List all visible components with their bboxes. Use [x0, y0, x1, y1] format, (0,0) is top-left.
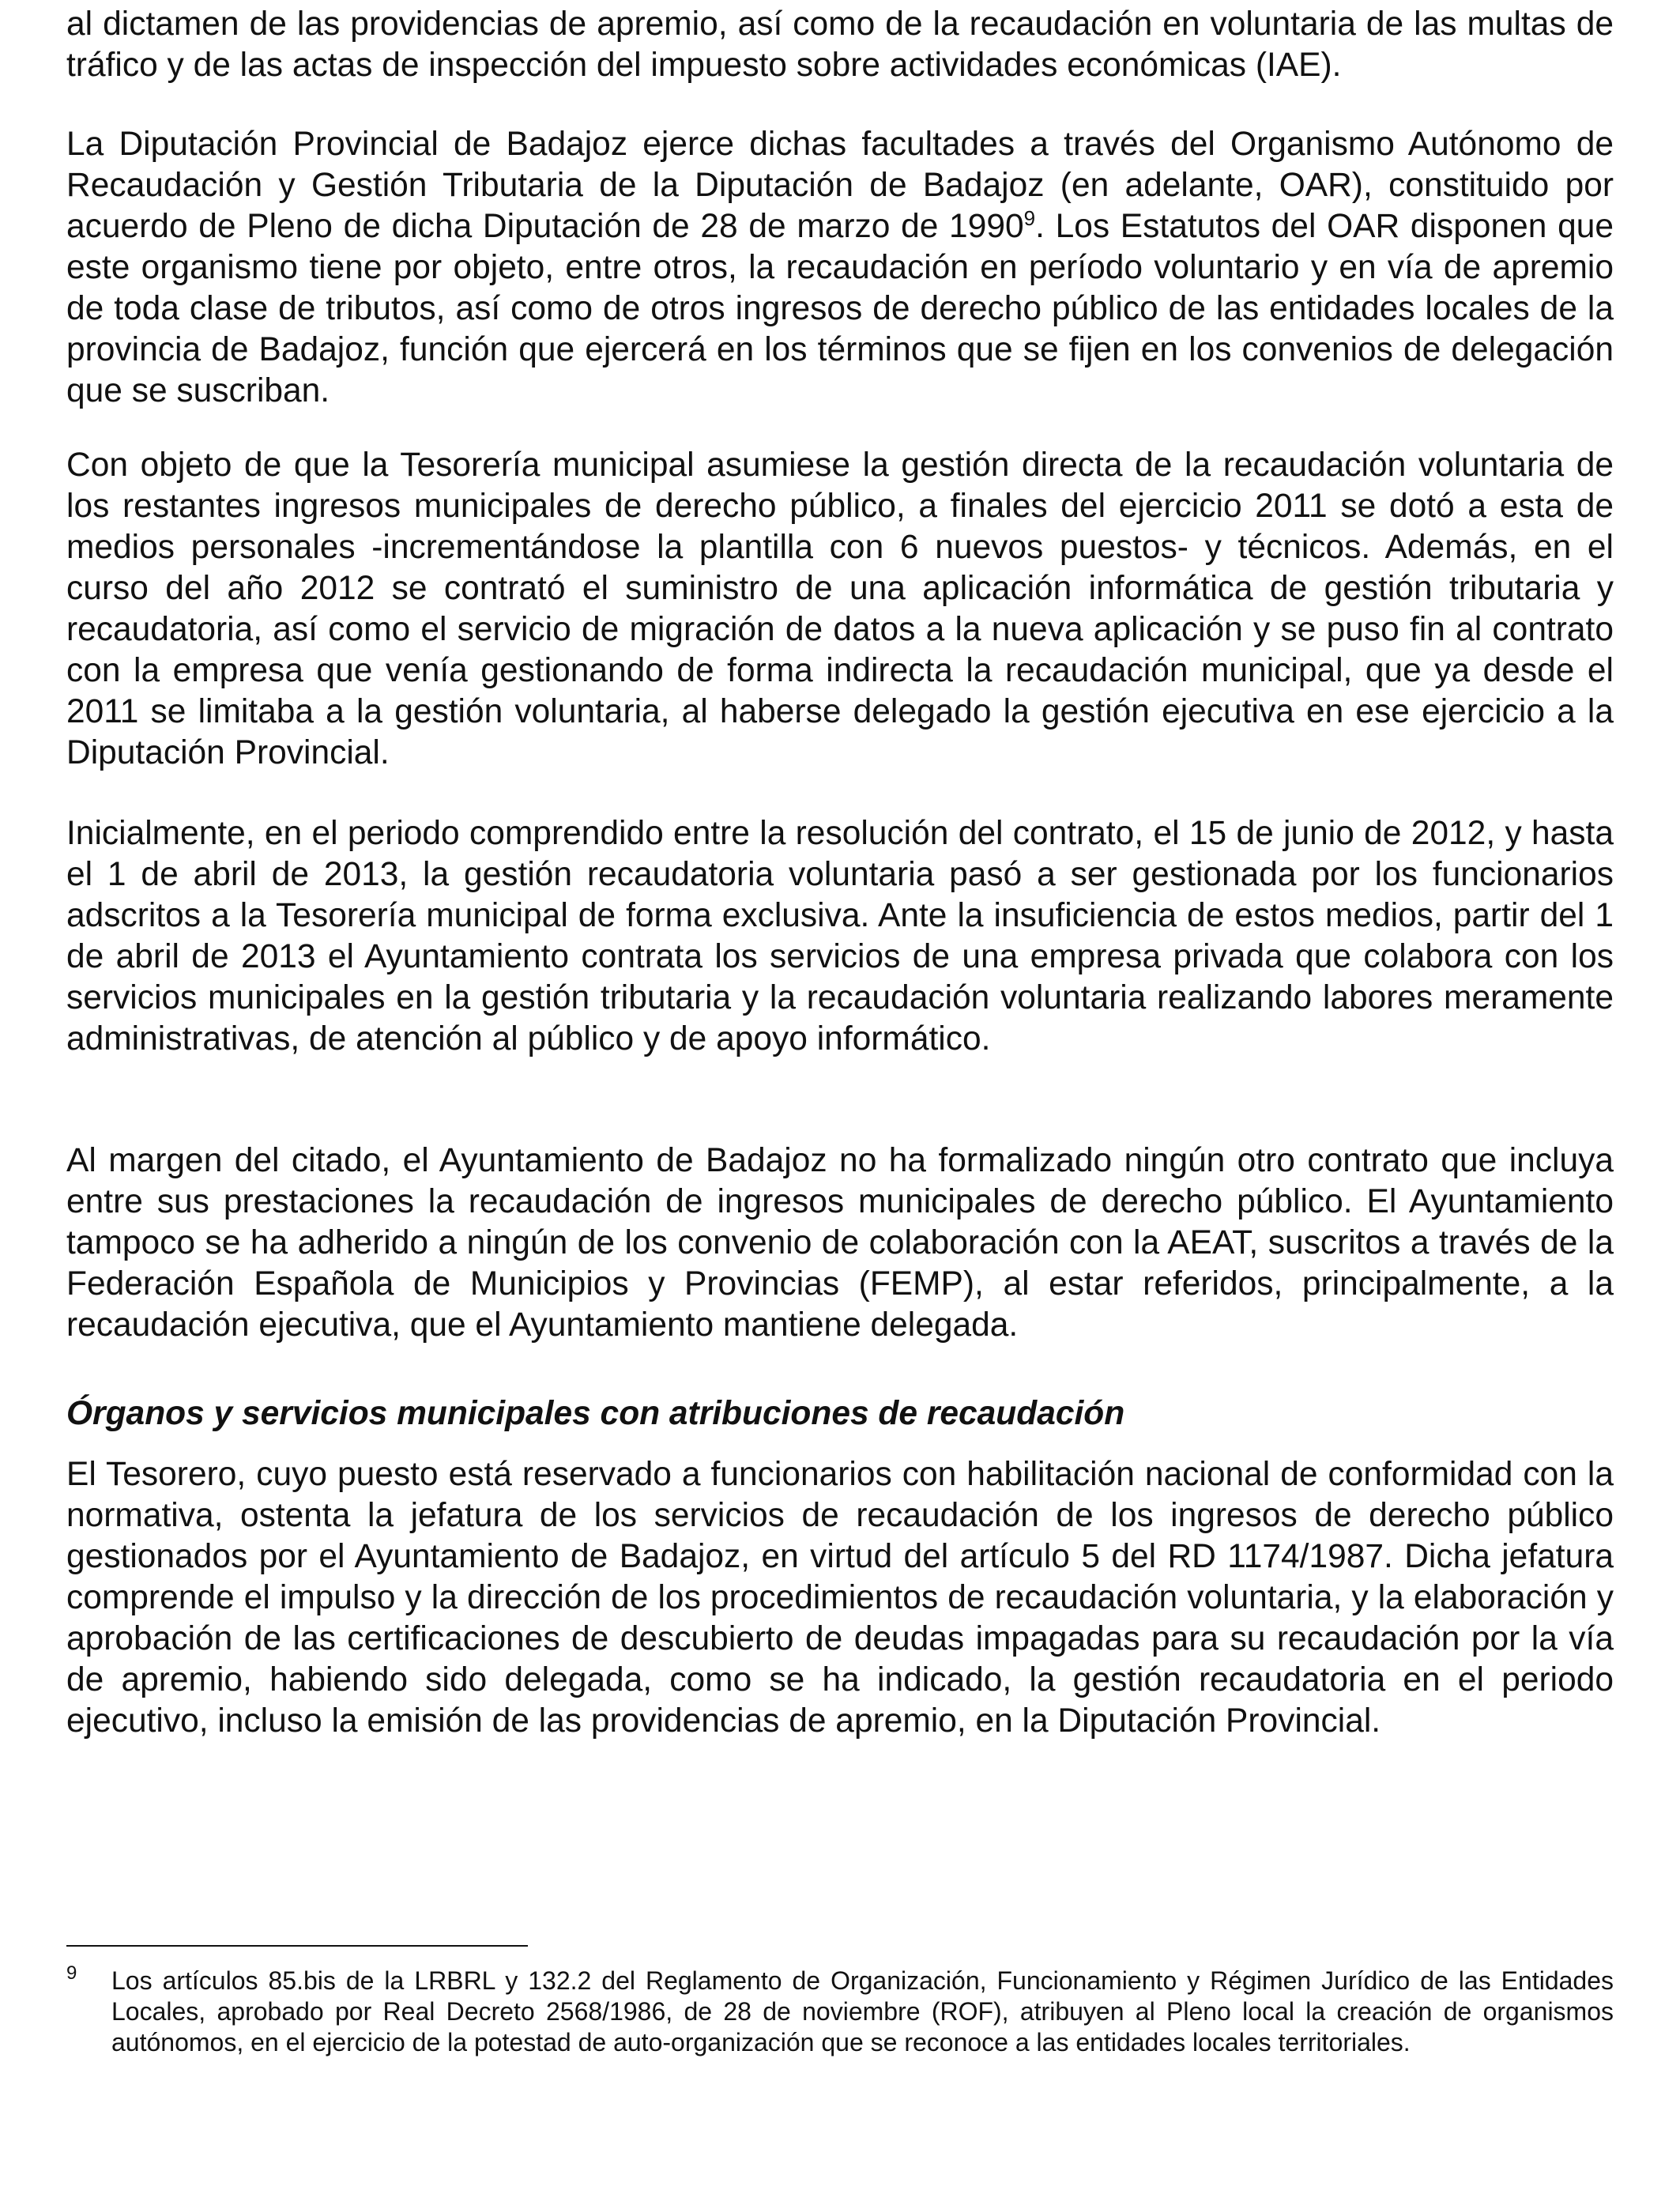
- paragraph-iae-continuation: al dictamen de las providencias de apremio, así como de la recaudación en voluntaria de las multas de tráfico y de las actas de inspección del impuesto sobre actividades económicas (IAE).: [66, 6, 1614, 84]
- footnote-reference[interactable]: 9: [1023, 205, 1036, 230]
- paragraph-inicialmente: Inicialmente, en el periodo comprendido entre la resolución del contrato, el 15 de junio de 2012, y hasta el 1 de abril de 2013, la gestión recaudatoria voluntaria pasó a ser gestionada por los funcionarios adscritos a la Tesorería municipal de forma exclusiva. Ante la insuficiencia de estos medios, partir del 1 de abril de 2013 el Ayuntamiento contrata los servicios de una empresa privada que colabora con los servicios municipales en la gestión tributaria y la recaudación voluntaria realizando labores meramente administrativas, de atención al público y de apoyo informático.: [66, 815, 1614, 1057]
- paragraph-oar-text-start: La Diputación Provincial de Badajoz ejerce dichas facultades a través del Organismo Autónomo de Recaudación y Gestión Tributaria de la Diputación de Badajoz (en adelante, OAR), constituido por acuerdo de Pleno de dicha Diputación de 28 de marzo de 1990: [66, 126, 1614, 245]
- paragraph-oar-text-end: . Los Estatutos del OAR disponen que este organismo tiene por objeto, entre otros, la recaudación en período voluntario y en vía de apremio de toda clase de tributos, así como de otros ingresos de derecho público de las entidades locales de la provincia de Badajoz, función que ejercerá en los términos que se fijen en los convenios de delegación que se suscriban.: [66, 208, 1614, 409]
- footnote-number: 9: [66, 1962, 77, 1984]
- section-heading: Órganos y servicios municipales con atribuciones de recaudación: [66, 1395, 1125, 1432]
- paragraph-al-margen: Al margen del citado, el Ayuntamiento de Badajoz no ha formalizado ningún otro contrato que incluya entre sus prestaciones la recaudación de ingresos municipales de derecho público. El Ayuntamiento tampoco se ha adherido a ningún de los convenio de colaboración con la AEAT, suscritos a través de la Federación Española de Municipios y Provincias (FEMP), al estar referidos, principalmente, a la recaudación ejecutiva, que el Ayuntamiento mantiene delegada.: [66, 1142, 1614, 1344]
- paragraph-oar: [66, 124, 1614, 412]
- footnote-separator: [66, 1945, 528, 1947]
- paragraph-tesorero: El Tesorero, cuyo puesto está reservado a funcionarios con habilitación nacional de conformidad con la normativa, ostenta la jefatura de los servicios de recaudación de los ingresos de derecho público gestionados por el Ayuntamiento de Badajoz, en virtud del artículo 5 del RD 1174/1987. Dicha jefatura comprende el impulso y la dirección de los procedimientos de recaudación voluntaria, y la elaboración y aprobación de las certificaciones de descubierto de deudas impagadas para su recaudación por la vía de apremio, habiendo sido delegada, como se ha indicado, la gestión recaudatoria en el periodo ejecutivo, incluso la emisión de las providencias de apremio, en la Diputación Provincial.: [66, 1456, 1614, 1740]
- paragraph-tesoreria: Con objeto de que la Tesorería municipal asumiese la gestión directa de la recaudación voluntaria de los restantes ingresos municipales de derecho público, a finales del ejercicio 2011 se dotó a esta de medios personales -incrementándose la plantilla con 6 nuevos puestos- y técnicos. Además, en el curso del año 2012 se contrató el suministro de una aplicación informática de gestión tributaria y recaudatoria, así como el servicio de migración de datos a la nueva aplicación y se puso fin al contrato con la empresa que venía gestionando de forma indirecta la recaudación municipal, que ya desde el 2011 se limitaba a la gestión voluntaria, al haberse delegado la gestión ejecutiva en ese ejercicio a la Diputación Provincial.: [66, 447, 1614, 771]
- footnote-text: Los artículos 85.bis de la LRBRL y 132.2 del Reglamento de Organización, Funcionamiento y Régimen Jurídico de las Entidades Locales, aprobado por Real Decreto 2568/1986, de 28 de noviembre (ROF), atribuyen al Pleno local la creación de organismos autónomos, en el ejercicio de la potestad de auto-organización que se reconoce a las entidades locales territoriales.: [111, 1966, 1614, 2056]
- footnote: [66, 1962, 1614, 2058]
